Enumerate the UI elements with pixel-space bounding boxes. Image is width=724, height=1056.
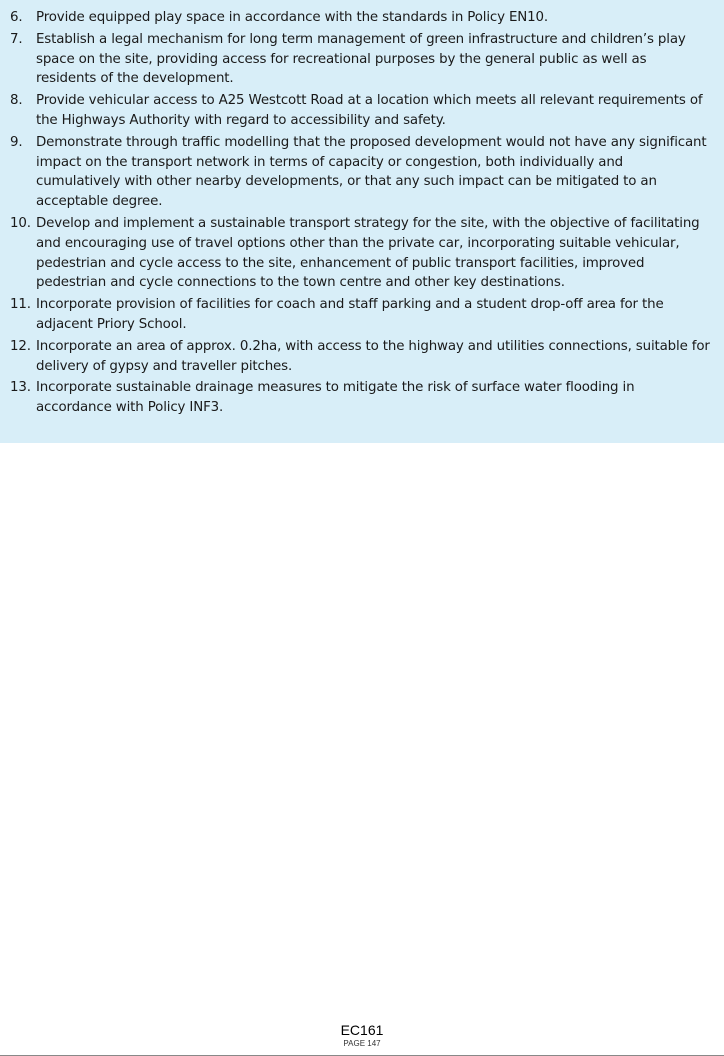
requirement-item [10,214,710,293]
requirement-item [10,8,710,28]
requirement-text: Provide vehicular access to A25 Westcott Road at a location which meets all relevant requirements of the Highways Authority with regard to accessibility and safety. [36,93,703,128]
requirement-item [10,133,710,212]
requirement-text: Provide equipped play space in accordance with the standards in Policy EN10. [36,10,549,25]
requirement-number: 6. [10,10,23,25]
requirement-item [10,337,710,377]
requirement-text: Incorporate an area of approx. 0.2ha, with access to the highway and utilities connections, suitable for delivery of gypsy and traveller pitches. [36,338,710,374]
requirement-number: 13. [10,380,31,396]
requirement-item [10,30,710,89]
requirements-list [10,8,710,420]
requirement-text: Incorporate sustainable drainage measures to mitigate the risk of surface water flooding in accordance with Policy INF3. [36,380,635,416]
requirement-number: 8. [10,93,23,109]
requirement-number: 7. [10,31,23,47]
requirement-number: 9. [10,134,23,150]
requirement-item [10,378,710,418]
requirement-item [10,295,710,335]
document-reference: EC161 [340,1022,384,1038]
requirement-item [10,91,710,131]
requirement-number: 12. [10,338,31,354]
requirement-text: Develop and implement a sustainable transport strategy for the site, with the objective of facilitating and encouraging use of travel options other than the private car, incorporating suitable vehicular, pedestrian and cycle access to the site, enhancement of public transport facilities, improved pedestrian and cycle connections to the town centre and other key destinations. [36,215,700,291]
policy-requirements-box [0,0,724,443]
requirement-text: Establish a legal mechanism for long term management of green infrastructure and children’s play space on the site, providing access for recreational purposes by the general public as well as residents of the development. [36,31,686,87]
requirement-text: Demonstrate through traffic modelling that the proposed development would not have any significant impact on the transport network in terms of capacity or congestion, both individually and cumulatively with other nearby developments, or that any such impact can be mitigated to an acceptable degree. [36,134,707,210]
page-footer [0,1022,724,1050]
requirement-number: 11. [10,297,31,313]
page-number: PAGE 147 [343,1039,381,1048]
requirement-text: Incorporate provision of facilities for coach and staff parking and a student drop-off area for the adjacent Priory School. [36,297,664,332]
requirement-number: 10. [10,215,31,231]
